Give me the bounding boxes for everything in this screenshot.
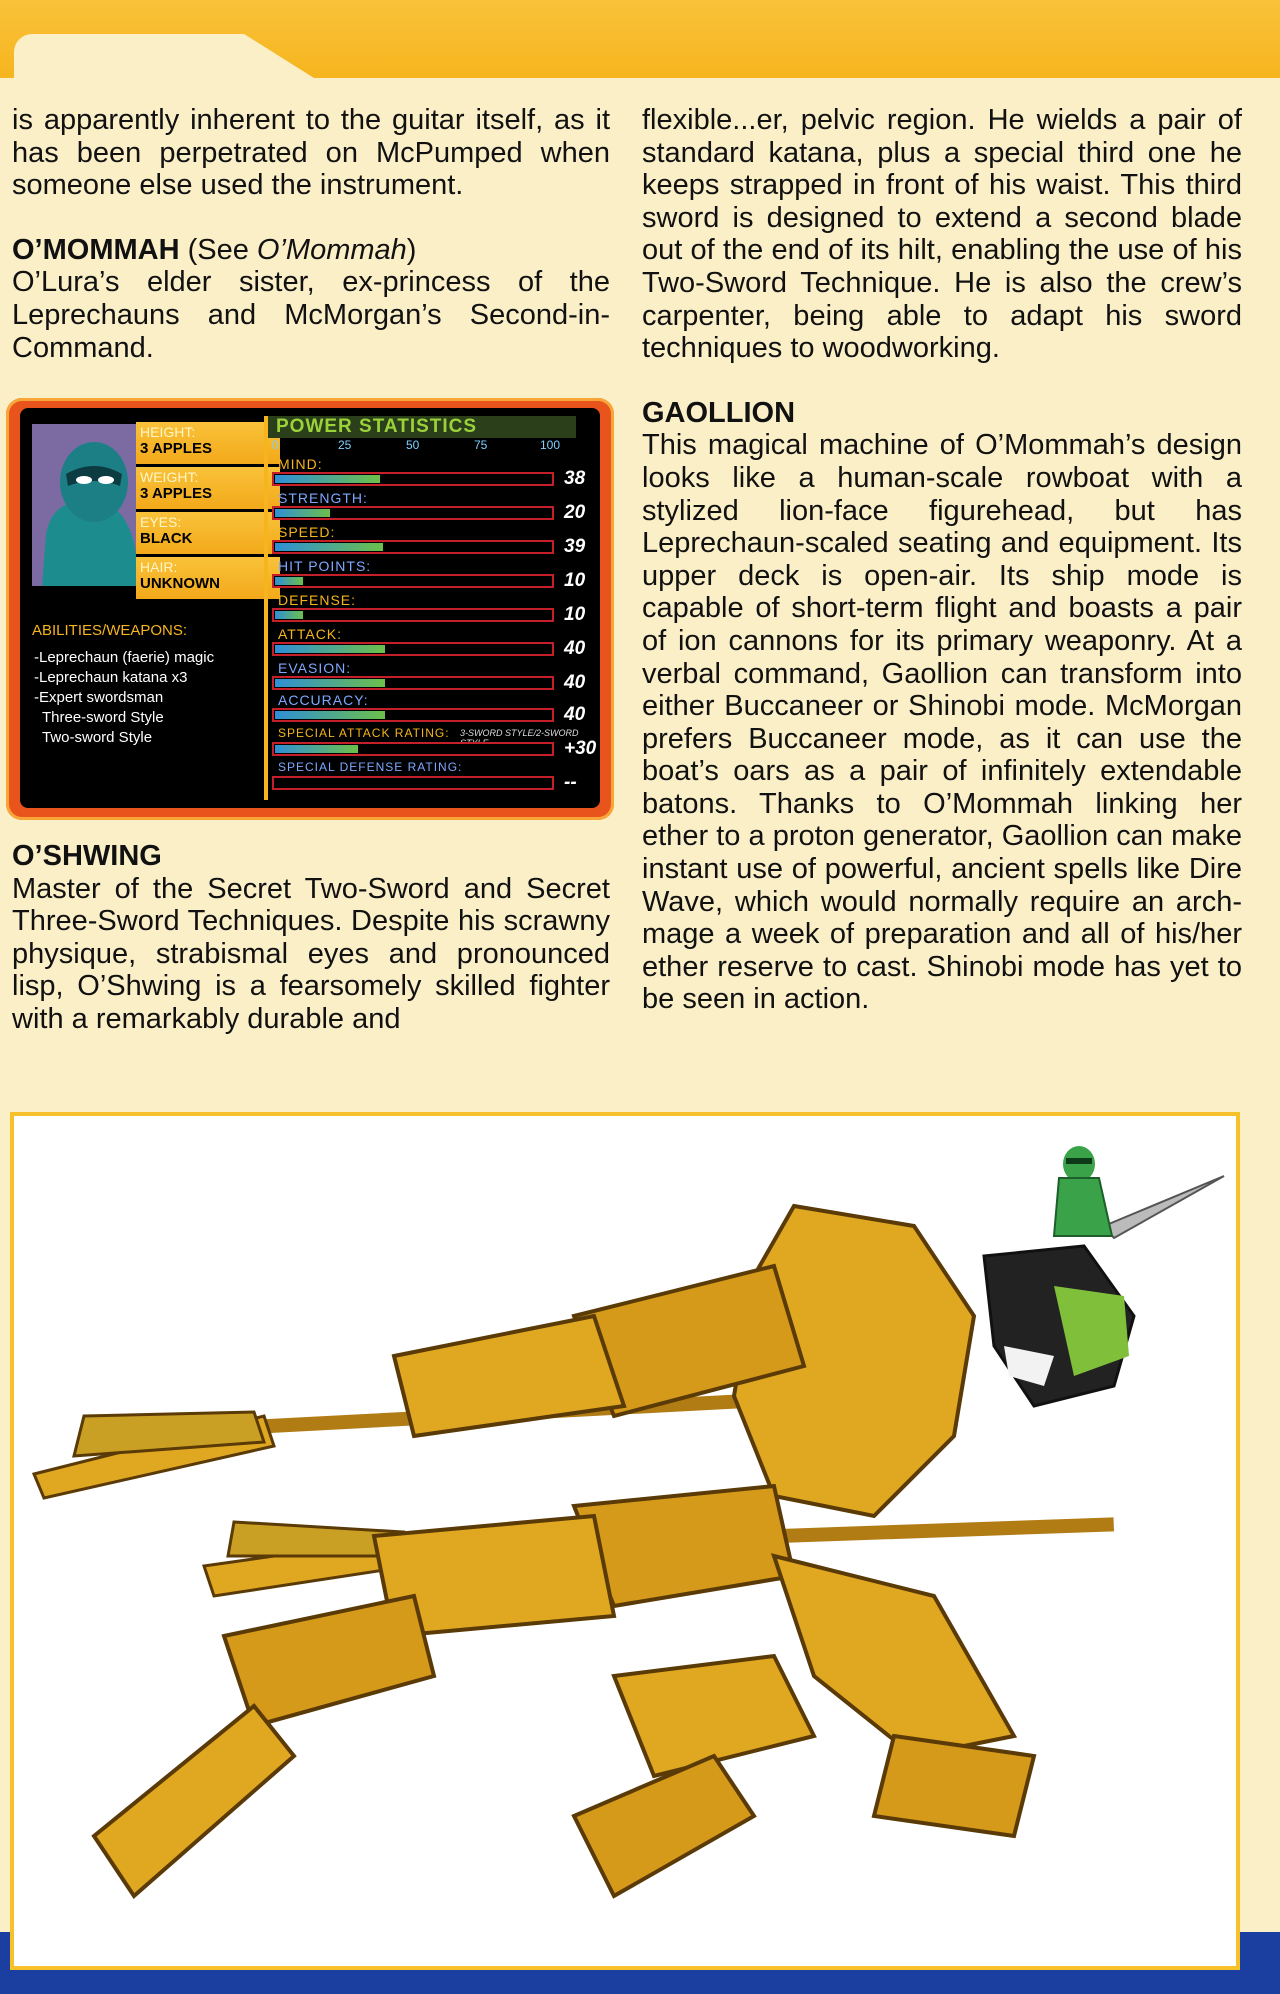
stat-bar-fill xyxy=(275,543,383,551)
stat-row xyxy=(272,456,592,490)
stat-bar-fill xyxy=(275,645,385,653)
stat-bar xyxy=(272,472,554,486)
stat-bar-fill xyxy=(275,475,380,483)
stat-name: ATTACK: xyxy=(278,626,343,642)
character-portrait xyxy=(32,424,142,586)
eyes-value: BLACK xyxy=(140,530,193,547)
oshwing-heading: O’SHWING xyxy=(12,840,162,872)
left-column xyxy=(12,104,610,364)
gaollion-heading: GAOLLION xyxy=(642,396,796,429)
stat-name: STRENGTH: xyxy=(278,490,368,506)
ability-item: -Leprechaun (faerie) magic xyxy=(34,649,215,666)
stat-row xyxy=(272,524,592,558)
stat-divider xyxy=(264,416,268,800)
ability-item: Two-sword Style xyxy=(42,729,153,746)
stat-name: SPEED: xyxy=(278,524,336,540)
gaollion-body: This magical machine of O’Mommah’s design looks like a human-scale rowboat with a stylized lion-face figurehead, but has Leprechaun-scaled seating and equipment. Its upper deck is open-air. Its ship mode is capable of short-term flight and boasts a pair of ion cannons for its primary weaponry. At a verbal command, Gaollion can transform into either Buccaneer or Shinobi mode. McMorgan prefers Buccaneer mode, as it can use the boat’s oars as a pair of infinitely extendable batons. Thanks to O’Mommah linking her ether to a proton generator, Gaollion can make instant use of powerful, ancient spells like Dire Wave, which would normally require an arch-mage a week of preparation and all of his/her ether reserve to cast. Shinobi mode has yet to be seen in action. xyxy=(642,429,1242,1016)
scale-tick: 0 xyxy=(272,438,279,452)
scale-tick: 50 xyxy=(406,438,420,452)
omommah-body: O’Lura’s elder sister, ex-princess of the Leprechauns and McMorgan’s Second-in-Command. xyxy=(12,266,610,364)
power-statistics-title: POWER STATISTICS xyxy=(268,416,576,438)
stat-name: ACCURACY: xyxy=(278,692,369,708)
stat-value: -- xyxy=(564,772,577,793)
stat-bar xyxy=(272,776,554,790)
stat-bar xyxy=(272,676,554,690)
stat-bar xyxy=(272,642,554,656)
oshwing-entry xyxy=(12,840,610,1036)
stat-value: 20 xyxy=(564,502,586,523)
abilities-list xyxy=(34,648,214,748)
info-height xyxy=(136,422,280,467)
stat-bar-fill xyxy=(275,611,303,619)
eyes-label: EYES: xyxy=(140,514,182,530)
stat-note: 3-SWORD STYLE/2-SWORD xyxy=(460,728,579,738)
stat-bar xyxy=(272,608,554,622)
abilities-title: ABILITIES/WEAPONS: xyxy=(32,622,188,639)
ability-item: -Leprechaun katana x3 xyxy=(34,669,188,686)
info-eyes xyxy=(136,512,280,557)
right-column xyxy=(642,104,1242,1016)
stat-bar-fill xyxy=(275,711,385,719)
stat-row xyxy=(272,490,592,524)
stat-name: DEFENSE: xyxy=(278,592,357,608)
stat-bar xyxy=(272,742,554,756)
weight-label: WEIGHT: xyxy=(140,469,199,485)
stat-value: 40 xyxy=(564,672,586,693)
scale-tick: 25 xyxy=(338,438,352,452)
stat-bar xyxy=(272,574,554,588)
stat-scale xyxy=(272,438,572,456)
omommah-see-pre: (See xyxy=(179,233,257,266)
stat-row xyxy=(272,760,592,794)
top-banner xyxy=(0,0,1280,78)
omommah-heading: O’MOMMAH xyxy=(12,233,180,266)
banner-tab xyxy=(14,34,1280,78)
power-stat-card xyxy=(6,398,614,820)
stat-value: 40 xyxy=(564,638,586,659)
omommah-entry xyxy=(12,234,610,364)
scale-tick: 100 xyxy=(540,438,561,452)
stat-row xyxy=(272,726,597,760)
stat-card-inner xyxy=(20,408,600,808)
stat-value: 38 xyxy=(564,468,586,489)
weight-value: 3 APPLES xyxy=(140,485,212,502)
stat-bar-fill xyxy=(275,509,330,517)
stat-value: 40 xyxy=(564,704,586,725)
stat-name: HIT POINTS: xyxy=(278,558,372,574)
stat-row xyxy=(272,592,592,626)
stat-name: SPECIAL ATTACK RATING: xyxy=(278,726,450,740)
stat-bar-fill xyxy=(275,679,385,687)
hair-value: UNKNOWN xyxy=(140,575,220,592)
oshwing-body: Master of the Secret Two-Sword and Secret Three-Sword Techniques. Despite his scrawny physique, strabismal eyes and pronounced lisp, O’Shwing is a fearsomely skilled fighter with a remarkably durable and xyxy=(12,872,610,1035)
character-info xyxy=(136,422,280,602)
stat-name: EVASION: xyxy=(278,660,352,676)
info-weight xyxy=(136,467,280,512)
ability-item: -Expert swordsman xyxy=(34,689,164,706)
stat-value: 39 xyxy=(564,536,586,557)
intro-paragraph: is apparently inherent to the guitar itself, as it has been perpetrated on McPumped when someone else used the instrument. xyxy=(12,104,610,202)
oshwing-continuation: flexible...er, pelvic region. He wields a pair of standard katana, plus a special third one he keeps strapped in front of his waist. This third sword is designed to extend a second blade out of the end of its hilt, enabling the use of his Two-Sword Technique. He is also the crew’s carpenter, being able to adapt his sword techniques to woodworking. xyxy=(642,104,1242,365)
gaollion-illustration xyxy=(10,1112,1240,1970)
stat-row xyxy=(272,660,592,694)
stat-name: SPECIAL DEFENSE RATING: xyxy=(278,760,463,774)
stat-bar xyxy=(272,540,554,554)
stat-bar-fill xyxy=(275,577,303,585)
scale-tick: 75 xyxy=(474,438,488,452)
stat-value: +30 xyxy=(564,738,597,759)
stat-name: MIND: xyxy=(278,456,323,472)
ability-item: Three-sword Style xyxy=(42,709,164,726)
stat-value: 10 xyxy=(564,604,586,625)
stat-row xyxy=(272,558,592,592)
hair-label: HAIR: xyxy=(140,559,178,575)
height-value: 3 APPLES xyxy=(140,440,212,457)
stat-row xyxy=(272,692,592,726)
omommah-see-ref: O’Mommah xyxy=(256,233,407,266)
stat-bar xyxy=(272,708,554,722)
stat-value: 10 xyxy=(564,570,586,591)
stat-bar-fill xyxy=(275,745,358,753)
stat-row xyxy=(272,626,592,660)
omommah-see-post: ) xyxy=(406,233,417,266)
stat-bar xyxy=(272,506,554,520)
height-label: HEIGHT: xyxy=(140,424,196,440)
mecha-artwork xyxy=(14,1116,1236,1966)
info-hair xyxy=(136,557,280,602)
